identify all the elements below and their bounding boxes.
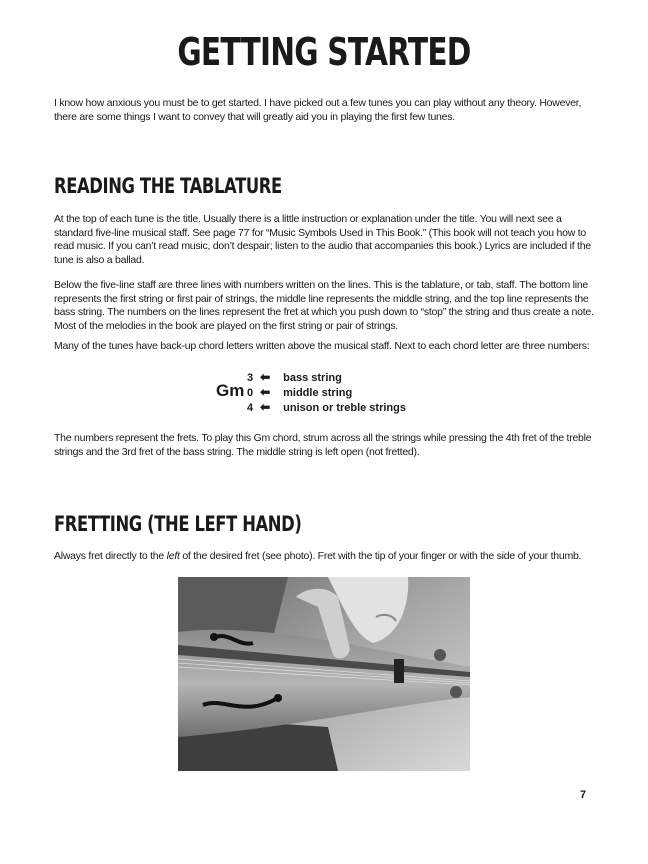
section-heading-reading-tablature: READING THE TABLATURE <box>54 174 282 198</box>
reading-paragraph-3: Many of the tunes have back-up chord letters written above the musical staff. Next to each chord letter are three numbers: <box>54 340 590 352</box>
chord-row-middle <box>247 385 352 399</box>
chord-row-treble <box>247 400 406 414</box>
chord-diagram <box>216 370 436 416</box>
chord-row-bass <box>247 370 342 384</box>
reading-paragraph-1: At the top of each tune is the title. Usually there is a little instruction or explanation under the title. You will next see a standard five-line musical staff. See page 77 for “Music Symbols Used in This Book.” (This book will not teach you how to read music. If you can’t read music, don’t despair; listen to the audio that accompanies this book.) Lyrics are included if the tune is also a ballad. <box>54 213 591 266</box>
fretting-paragraph <box>54 550 594 564</box>
page-title: GETTING STARTED <box>177 30 471 74</box>
reading-paragraph-2: Below the five-line staff are three lines with numbers written on the lines. This is the tablature, or tab, staff. The bottom line represents the first string or first pair of strings, the middle line represents the middle string, and the top line represents the bass string. The numbers on the lines represent the fret at which you push down to “stop” the string and thus create a note. Most of the melodies in the book are played on the first string or pair of strings. <box>54 279 594 332</box>
fret-number: 0 <box>247 387 254 399</box>
left-arrow-icon: ⬅ <box>260 385 271 399</box>
page-number: 7 <box>580 789 587 801</box>
fret-number: 3 <box>247 372 254 384</box>
section-heading-fretting: FRETTING (THE LEFT HAND) <box>54 512 302 536</box>
intro-paragraph: I know how anxious you must be to get started. I have picked out a few tunes you can play without any theory. However, there are some things I want to convey that will greatly aid you in playing the first few tunes. <box>54 97 582 123</box>
string-label: bass string <box>283 372 342 384</box>
chord-name: Gm <box>216 381 245 400</box>
reading-paragraph-4: The numbers represent the frets. To play this Gm chord, strum across all the strings while pressing the 4th fret of the treble strings and the 3rd fret of the bass string. The middle string is left open (not fretted). <box>54 432 592 458</box>
left-arrow-icon: ⬅ <box>260 400 271 414</box>
dulcimer-fretting-photo <box>178 577 470 771</box>
string-label: unison or treble strings <box>283 402 406 414</box>
left-arrow-icon: ⬅ <box>260 370 271 384</box>
fretting-emphasis: left <box>166 550 180 562</box>
string-label: middle string <box>283 387 353 399</box>
fretting-text: Always fret directly to the <box>54 550 167 562</box>
fret-number: 4 <box>247 402 254 414</box>
fretting-text: of the desired fret (see photo). Fret with the tip of your finger or with the side of your thumb. <box>179 550 582 562</box>
